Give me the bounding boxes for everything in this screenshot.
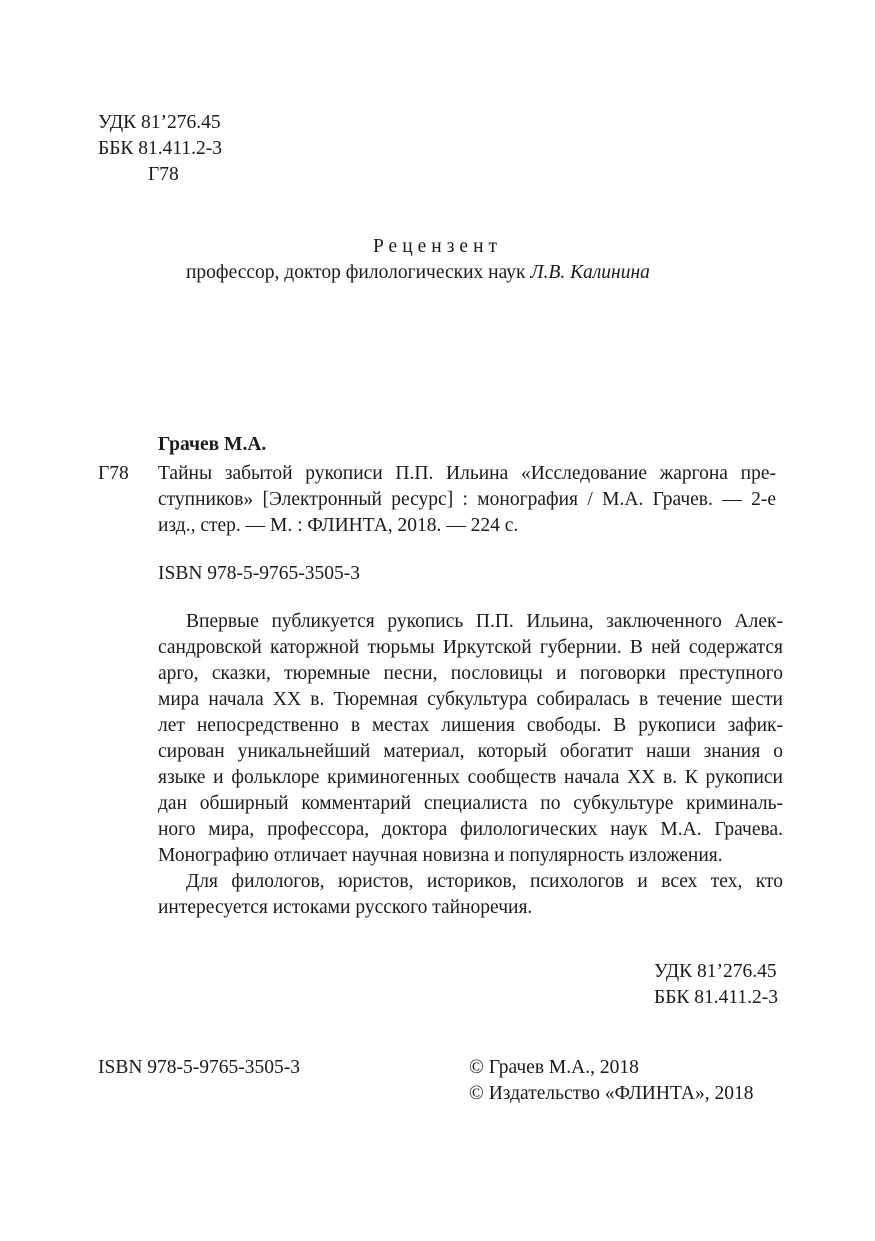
reviewer-credentials: профессор, доктор филологических наук [186,262,531,283]
bbk-code: ББК 81.411.2-3 [98,138,223,159]
reviewer-line [186,260,650,286]
annotation-line: Для филологов, юристов, историков, психологов и всех тех, кто [186,871,783,892]
record-author-sign: Г78 [98,463,129,484]
bbk-code: ББК 81.411.2-3 [654,987,779,1008]
classification-block-top [98,110,222,188]
record-isbn: ISBN 978-5-9765-3505-3 [158,563,361,584]
description-line: Тайны забытой рукописи П.П. Ильина «Исследование жаргона пре- [158,463,776,484]
reviewer-heading: Рецензент [372,236,503,257]
description-line: ступников» [Электронный ресурс] : монография / М.А. Грачев. — 2-е [158,489,776,510]
annotation-line: Впервые публикуется рукопись П.П. Ильина, заключенного Алек- [186,611,783,632]
footer-isbn: ISBN 978-5-9765-3505-3 [98,1057,301,1078]
classification-block-bottom [654,959,778,1011]
udk-code: УДК 81’276.45 [98,112,221,133]
reviewer-name: Л.В. Калинина [530,262,650,283]
annotation-line: ного мира, профессора, доктора филологических наук М.А. Грачева. [158,819,783,840]
annotation-line: лет непосредственно в местах лишения свободы. В рукописи зафик- [158,715,783,736]
annotation-line: мира начала XX в. Тюремная субкультура собиралась в течение шести [158,689,783,710]
annotation-line: арго, сказки, тюремные песни, пословицы и поговорки преступного [158,663,783,684]
annotation-line: языке и фольклоре криминогенных сообществ начала XX в. К рукописи [158,767,783,788]
author-sign: Г78 [148,164,179,185]
record-author: Грачев М.А. [158,434,267,455]
annotation-line: сандровской каторжной тюрьмы Иркутской губернии. В ней содержатся [158,637,783,658]
annotation-line: Монографию отличает научная новизна и популярность изложения. [158,845,723,866]
udk-code: УДК 81’276.45 [654,961,777,982]
copyright-block [469,1055,753,1107]
copyright-publisher: © Издательство «ФЛИНТА», 2018 [469,1083,754,1104]
annotation-line: дан обширный комментарий специалиста по субкультуре криминаль- [158,793,783,814]
description-line: изд., стер. — М. : ФЛИНТА, 2018. — 224 с. [158,515,519,536]
annotation-line: интересуется истоками русского тайноречия. [158,897,533,918]
bibliographic-description [158,461,776,539]
annotation [158,609,783,921]
copyright-author: © Грачев М.А., 2018 [469,1057,639,1078]
annotation-line: сирован уникальнейший материал, который обогатит наши знания о [158,741,783,762]
